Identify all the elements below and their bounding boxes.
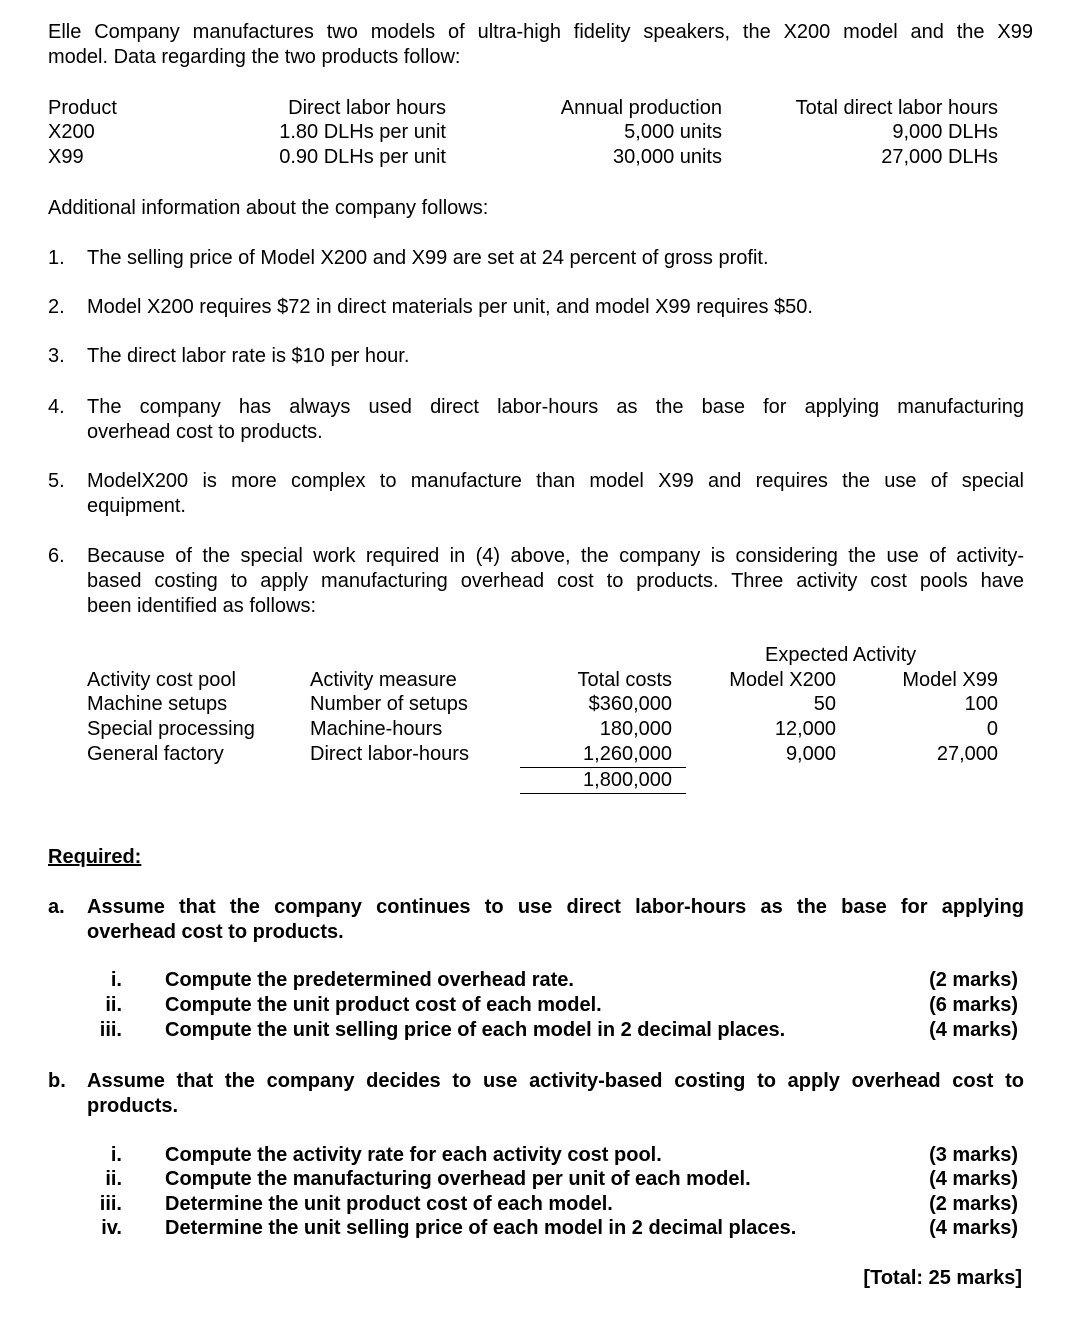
list-item-text: [87, 544, 1024, 619]
activity-cell: 50: [813, 693, 836, 715]
dlh-cell: 1.80 DLHs per unit: [279, 121, 446, 143]
list-number: 1.: [48, 247, 65, 269]
list-item-line: based costing to apply manufacturing overhead cost to products. Three activity cost pools have: [87, 570, 1024, 592]
list-item-line: Model X200 requires $72 in direct materials per unit, and model X99 requires $50.: [87, 296, 813, 318]
question-marks: (6 marks): [929, 994, 1018, 1016]
activity-cell: Machine-hours: [310, 718, 443, 740]
activity-cell: Special processing: [87, 718, 255, 740]
activity-cell: 100: [964, 693, 998, 715]
required-heading: Required:: [48, 846, 142, 868]
total-dlh-cell: 27,000 DLHs: [881, 146, 998, 168]
model-x200-header: Model X200: [729, 669, 836, 691]
question-marks: (2 marks): [929, 969, 1018, 991]
list-number: 4.: [48, 396, 65, 418]
annual-production-header: Annual production: [560, 97, 722, 119]
activity-cell: 0: [986, 718, 998, 740]
list-item-line: equipment.: [87, 495, 186, 517]
part-a-text: [87, 895, 1024, 945]
question-text: Compute the predetermined overhead rate.: [165, 969, 574, 991]
list-item-line: ModelX200 is more complex to manufacture than model X99 and requires the use of special: [87, 470, 1024, 492]
list-item-line: The direct labor rate is $10 per hour.: [87, 345, 410, 367]
part-b-line: Assume that the company decides to use activity-based costing to apply overhead cost to: [87, 1070, 1024, 1092]
list-item-line: been identified as follows:: [87, 595, 317, 617]
model-x99-header: Model X99: [902, 669, 998, 691]
part-b-letter: b.: [48, 1070, 66, 1092]
total-marks: [Total: 25 marks]: [863, 1267, 1022, 1289]
activity-cost-pool-header: Activity cost pool: [87, 669, 236, 691]
list-item-line: The selling price of Model X200 and X99 are set at 24 percent of gross profit.: [87, 247, 769, 269]
product-cell: X99: [48, 146, 84, 168]
activity-cell: Machine setups: [87, 693, 228, 715]
intro-line-1: Elle Company manufactures two models of ultra-high fidelity speakers, the X200 model and the X99: [48, 21, 1033, 43]
question-number: ii.: [105, 1168, 122, 1190]
activity-cell: 180,000: [599, 718, 672, 740]
part-a-line: overhead cost to products.: [87, 921, 344, 943]
question-number: ii.: [105, 994, 122, 1016]
activity-measure-header: Activity measure: [310, 669, 457, 691]
additional-info-heading: Additional information about the company follows:: [48, 197, 489, 219]
list-number: 5.: [48, 470, 65, 492]
product-header: Product: [48, 97, 117, 119]
dlh-cell: 0.90 DLHs per unit: [279, 146, 446, 168]
list-item-text: [87, 344, 1024, 369]
activity-cell: 9,000: [785, 743, 836, 765]
annual-production-cell: 5,000 units: [624, 121, 722, 143]
activity-cell: General factory: [87, 743, 224, 765]
product-cell: X200: [48, 121, 95, 143]
list-item-line: The company has always used direct labor-hours as the base for applying manufacturing: [87, 396, 1024, 418]
question-text: Compute the manufacturing overhead per unit of each model.: [165, 1168, 751, 1190]
list-item-text: [87, 295, 1024, 320]
part-b-line: products.: [87, 1095, 179, 1117]
part-b-text: [87, 1069, 1024, 1119]
list-number: 6.: [48, 545, 65, 567]
question-text: Determine the unit product cost of each model.: [165, 1193, 613, 1215]
activity-cell: 27,000: [936, 743, 998, 765]
part-a-letter: a.: [48, 896, 65, 918]
question-number: iv.: [101, 1217, 122, 1239]
list-item-line: overhead cost to products.: [87, 421, 323, 443]
list-item-text: [87, 395, 1024, 445]
dlh-header: Direct labor hours: [288, 97, 446, 119]
total-costs-header: Total costs: [577, 669, 672, 691]
activity-cell: 12,000: [774, 718, 836, 740]
activity-cell: 1,260,000: [583, 743, 672, 765]
total-dlh-cell: 9,000 DLHs: [892, 121, 998, 143]
part-a-line: Assume that the company continues to use direct labor-hours as the base for applying: [87, 896, 1024, 918]
activity-cell: Number of setups: [310, 693, 468, 715]
list-number: 3.: [48, 345, 65, 367]
total-dlh-header: Total direct labor hours: [795, 97, 998, 119]
question-number: i.: [110, 969, 122, 991]
question-marks: (3 marks): [929, 1144, 1018, 1166]
intro-paragraph: [48, 20, 1033, 70]
total-costs-sum: 1,800,000: [583, 769, 672, 791]
question-marks: (4 marks): [929, 1168, 1018, 1190]
question-number: i.: [110, 1144, 122, 1166]
annual-production-cell: 30,000 units: [613, 146, 722, 168]
question-marks: (4 marks): [929, 1019, 1018, 1041]
question-number: iii.: [99, 1019, 122, 1041]
activity-cell: Direct labor-hours: [310, 743, 469, 765]
list-item-line: Because of the special work required in (4) above, the company is considering the use of activity-: [87, 545, 1024, 567]
question-marks: (4 marks): [929, 1217, 1018, 1239]
question-text: Compute the unit selling price of each model in 2 decimal places.: [165, 1019, 786, 1041]
question-marks: (2 marks): [929, 1193, 1018, 1215]
total-rule: [520, 793, 686, 794]
list-item-text: [87, 246, 1024, 271]
question-text: Compute the activity rate for each activity cost pool.: [165, 1144, 662, 1166]
expected-activity-label: Expected Activity: [765, 644, 917, 666]
list-item-text: [87, 469, 1024, 519]
question-text: Determine the unit selling price of each model in 2 decimal places.: [165, 1217, 797, 1239]
question-text: Compute the unit product cost of each model.: [165, 994, 602, 1016]
list-number: 2.: [48, 296, 65, 318]
question-number: iii.: [99, 1193, 122, 1215]
activity-cell: $360,000: [588, 693, 672, 715]
intro-line-2: model. Data regarding the two products follow:: [48, 46, 461, 68]
